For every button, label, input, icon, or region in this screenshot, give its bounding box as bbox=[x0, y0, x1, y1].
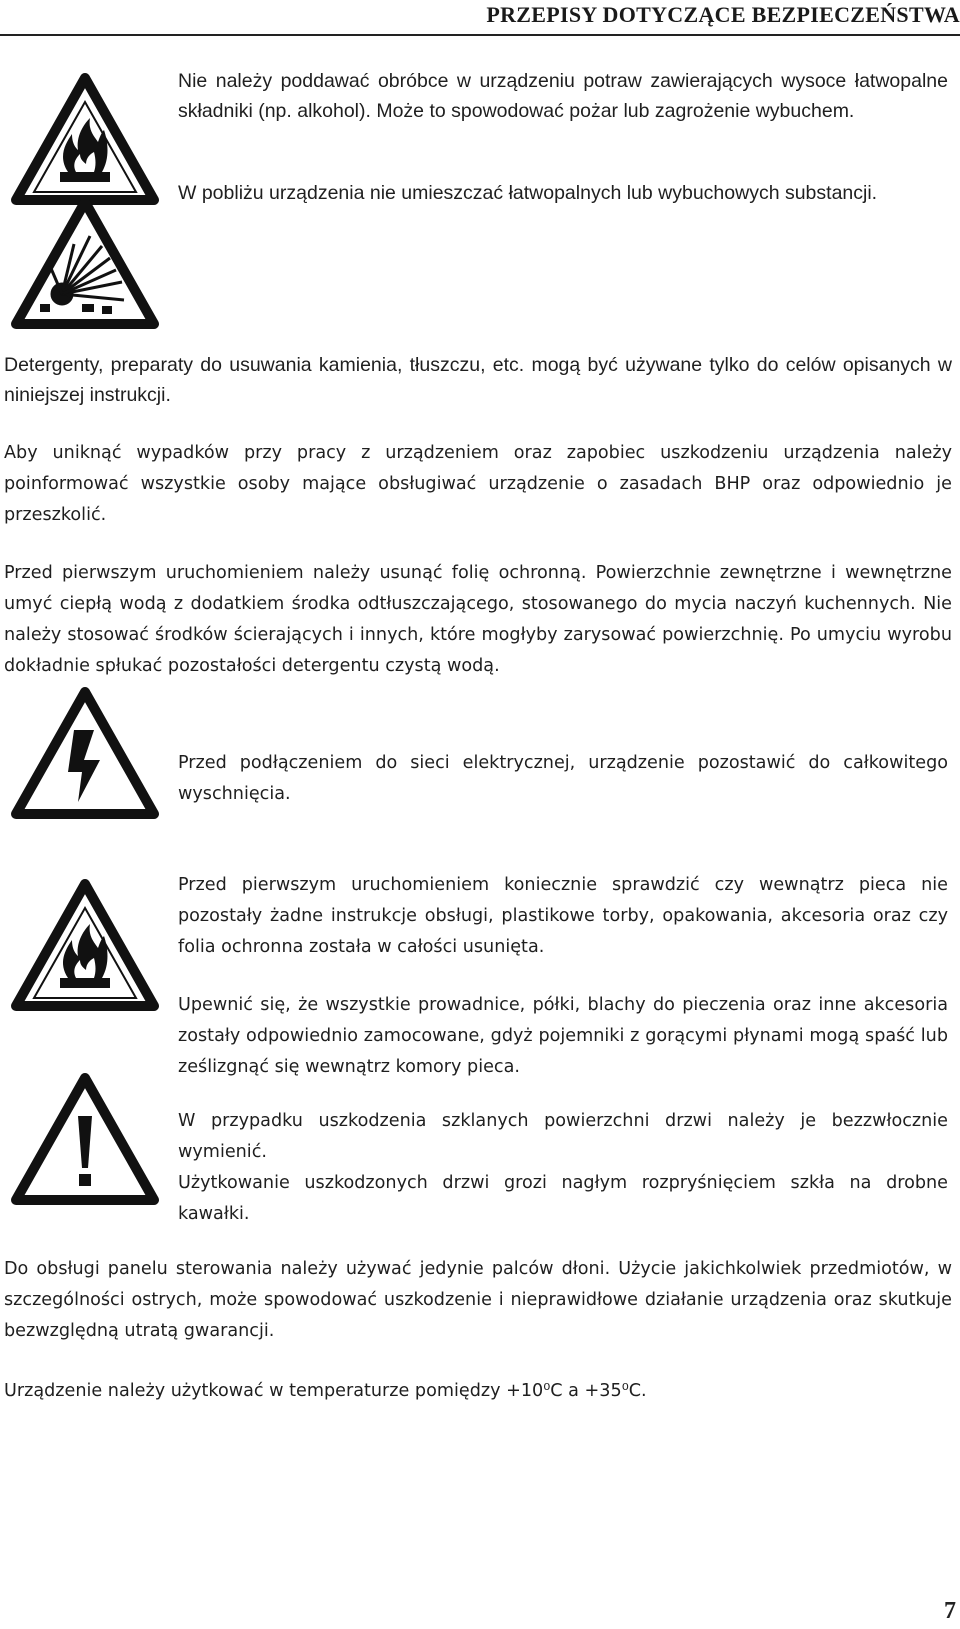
flammable-warning-icon bbox=[10, 72, 160, 206]
flammable-substances-warning: W pobliżu urządzenia nie umieszczać łatwopalnych lub wybuchowych substancji. bbox=[178, 182, 878, 204]
first-use-inspection-note: Przed pierwszym uruchomieniem koniecznie sprawdzić czy wewnątrz pieca nie pozostały żadne instrukcje obsługi, plastikowe torby, opakowania, akcesoria oraz czy folia ochronna została w całości usunięta. bbox=[178, 875, 948, 957]
page-header bbox=[0, 0, 960, 44]
safety-training-note: Aby uniknąć wypadków przy pracy z urządzeniem oraz zapobiec uszkodzeniu urządzenia należy poinformować wszystkie osoby mające obsługiwać urządzenie o zasadach BHP oraz odpowiednio je przeszkolić. bbox=[4, 443, 952, 525]
first-use-cleaning-note: Przed pierwszym uruchomieniem należy usunąć folię ochronną. Powierzchnie zewnętrzne i wewnętrzne umyć ciepłą wodą z dodatkiem środka odtłuszczającego, stosowanego do mycia naczyń kuchennych. Nie należy stosować środków ścierających i innych, które mogłyby zarysować powierzchnię. Po umyciu wyrobu dokładnie spłukać pozostałości detergentu czystą wodą. bbox=[4, 563, 952, 676]
explosive-warning-icon bbox=[10, 196, 160, 330]
glass-replacement-text: W przypadku uszkodzenia szklanych powierzchni drzwi należy je bezzwłocznie wymienić. bbox=[178, 1111, 948, 1162]
flammable-content-warning: Nie należy poddawać obróbce w urządzeniu potraw zawierających wysoce łatwopalne składniki (np. alkohol). Może to spowodować pożar lub zagrożenie wybuchem. bbox=[178, 70, 948, 122]
page-number: 7 bbox=[944, 1598, 956, 1624]
electric-shock-warning-icon bbox=[10, 686, 160, 820]
flammable-warning-icon bbox=[10, 878, 160, 1012]
electric-drying-note: Przed podłączeniem do sieci elektrycznej, urządzenie pozostawić do całkowitego wyschnięcia. bbox=[178, 753, 948, 804]
page-title: PRZEPISY DOTYCZĄCE BEZPIECZEŃSTWA bbox=[486, 2, 960, 27]
header-divider bbox=[0, 34, 960, 36]
accessories-mounting-note: Upewnić się, że wszystkie prowadnice, półki, blachy do pieczenia oraz inne akcesoria zostały odpowiednio zamocowane, gdyż pojemniki z gorącymi płynami mogą spaść lub ześlizgnąć się wewnątrz komory pieca. bbox=[178, 995, 948, 1077]
glass-damage-note bbox=[178, 1106, 948, 1230]
control-panel-note: Do obsługi panelu sterowania należy używać jedynie palców dłoni. Użycie jakichkolwiek przedmiotów, w szczególności ostrych, może spowodować uszkodzenie i nieprawidłowe działanie urządzenia oraz skutkuje bezwzględną utratą gwarancji. bbox=[4, 1259, 952, 1341]
operating-temperature-note: Urządzenie należy użytkować w temperaturze pomiędzy +10⁰C a +35⁰C. bbox=[4, 1381, 647, 1401]
glass-shatter-text: Użytkowanie uszkodzonych drzwi grozi nagłym rozpryśnięciem szkła na drobne kawałki. bbox=[178, 1173, 948, 1224]
general-warning-icon bbox=[10, 1072, 160, 1206]
detergents-note: Detergenty, preparaty do usuwania kamienia, tłuszczu, etc. mogą być używane tylko do celów opisanych w niniejszej instrukcji. bbox=[4, 354, 952, 406]
